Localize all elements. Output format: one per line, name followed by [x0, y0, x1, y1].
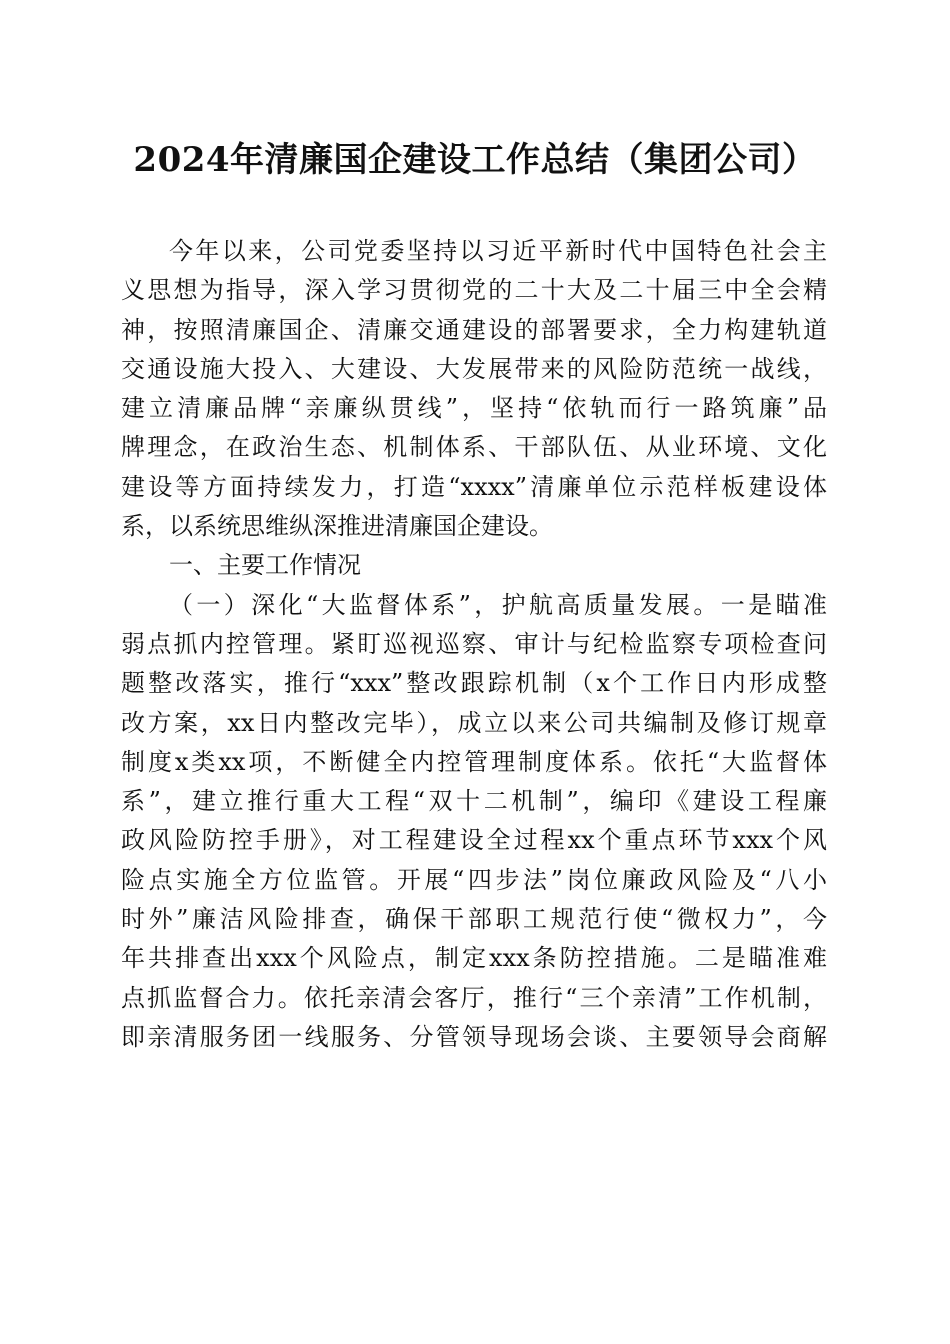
paragraph-line: 义思想为指导，深入学习贯彻党的二十大及二十届三中全会精: [121, 276, 827, 305]
document-title: 2024年清廉国企建设工作总结（集团公司）: [133, 140, 817, 180]
paragraph-line: 弱点抓内控管理。紧盯巡视巡察、审计与纪检监察专项检查问: [121, 629, 827, 658]
paragraph-line: 即亲清服务团一线服务、分管领导现场会谈、主要领导会商解: [121, 1022, 827, 1051]
paragraph-line: 系，以系统思维纵深推进清廉国企建设。: [121, 512, 553, 541]
paragraph-line: 政风险防控手册》，对工程建设全过程xx个重点环节xxx个风: [121, 826, 827, 855]
paragraph-line: 改方案，xx日内整改完毕），成立以来公司共编制及修订规章: [121, 708, 827, 737]
paragraph-line: 制度x类xx项，不断健全内控管理制度体系。依托“大监督体: [121, 747, 827, 776]
paragraph-line: （一）深化“大监督体系”，护航高质量发展。一是瞄准: [169, 590, 827, 619]
paragraph-line: 建设等方面持续发力，打造“xxxx”清廉单位示范样板建设体: [121, 472, 827, 501]
document-body: [121, 232, 827, 1057]
paragraph-line: 年共排查出xxx个风险点，制定xxx条防控措施。二是瞄准难: [121, 944, 827, 973]
paragraph-line: 题整改落实，推行“xxx”整改跟踪机制（x个工作日内形成整: [121, 669, 827, 698]
paragraph-line: 神，按照清廉国企、清廉交通建设的部署要求，全力构建轨道: [121, 315, 827, 344]
paragraph-line: 今年以来，公司党委坚持以习近平新时代中国特色社会主: [169, 237, 827, 265]
paragraph-line: 时外”廉洁风险排查，确保干部职工规范行使“微权力”，今: [121, 905, 827, 934]
paragraph-line: 系”，建立推行重大工程“双十二机制”，编印《建设工程廉: [121, 787, 827, 816]
paragraph-line: 建立清廉品牌“亲廉纵贯线”，坚持“依轨而行一路筑廉”品: [121, 394, 827, 423]
paragraph-line: 险点实施全方位监管。开展“四步法”岗位廉政风险及“八小: [121, 865, 827, 894]
paragraph-line: 点抓监督合力。依托亲清会客厅，推行“三个亲清”工作机制，: [121, 983, 827, 1012]
paragraph-line: 牌理念，在政治生态、机制体系、干部队伍、从业环境、文化: [121, 433, 827, 462]
section-heading: 一、主要工作情况: [169, 551, 361, 580]
paragraph-line: 交通设施大投入、大建设、大发展带来的风险防范统一战线，: [121, 354, 827, 383]
